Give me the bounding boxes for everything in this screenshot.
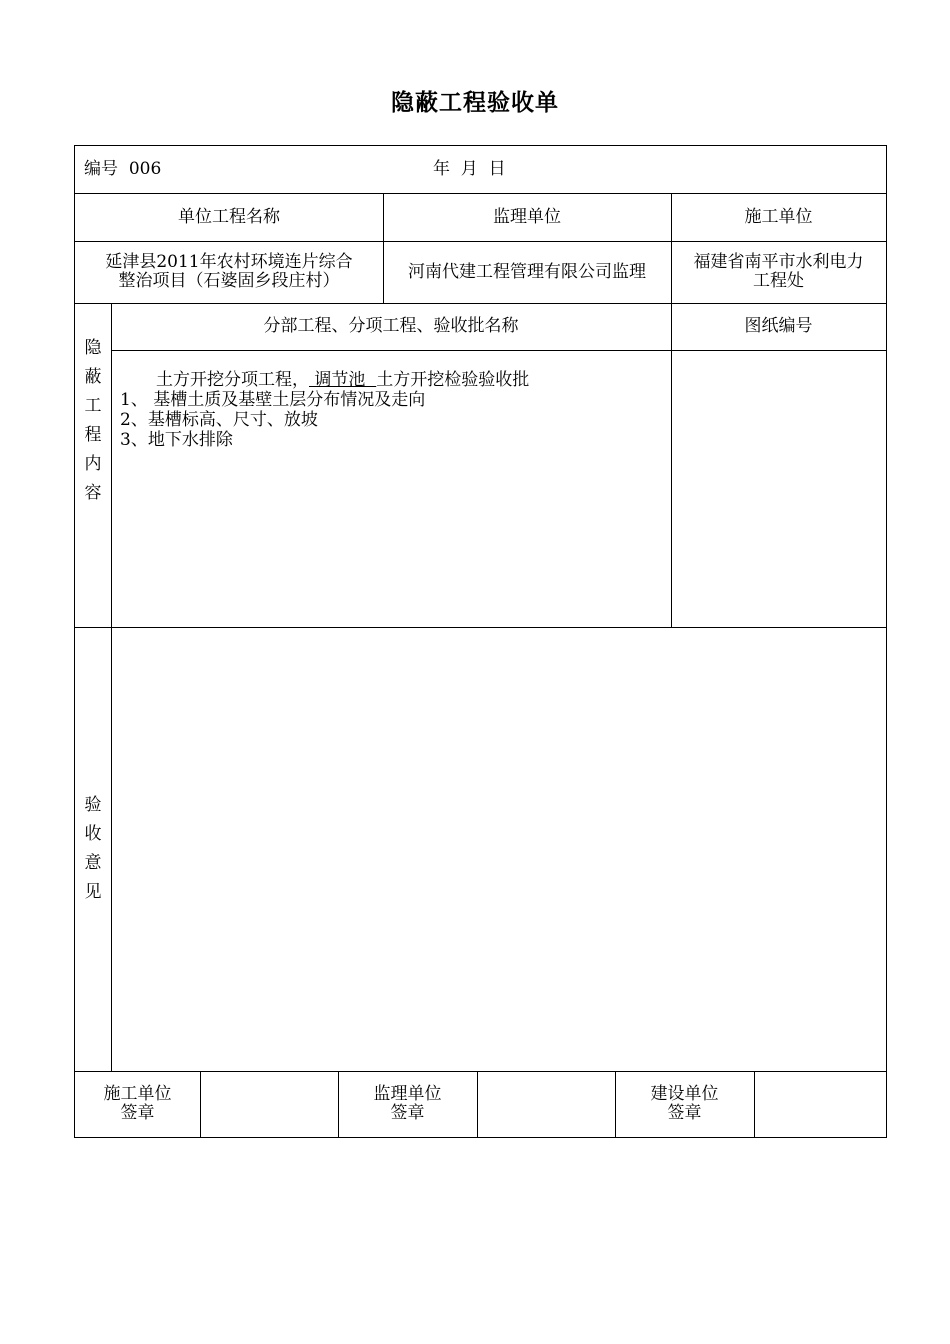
unit-project-line1: 延津县2011年农村环境连片综合 bbox=[105, 252, 353, 272]
constructor-line1: 福建省南平市水利电力 bbox=[693, 252, 864, 272]
signature-label-line1: 施工单位 bbox=[103, 1084, 172, 1104]
hidden-content-side bbox=[75, 303, 111, 627]
signature-label-line2: 签章 bbox=[120, 1103, 155, 1123]
acceptance-side bbox=[75, 627, 111, 1071]
content-heading bbox=[120, 370, 529, 390]
unit-project-value bbox=[75, 241, 383, 303]
constructor-signature-label bbox=[75, 1071, 200, 1137]
content-item: 2、基槽标高、尺寸、放坡 bbox=[120, 410, 318, 430]
supervisor-value: 河南代建工程管理有限公司监理 bbox=[408, 261, 646, 282]
unit-project-line2: 整治项目（石婆固乡段庄村） bbox=[118, 271, 340, 291]
signature-label-line1: 建设单位 bbox=[650, 1084, 719, 1104]
unit-project-header: 单位工程名称 bbox=[178, 206, 280, 227]
supervisor-header: 监理单位 bbox=[493, 206, 561, 227]
divider bbox=[111, 350, 886, 351]
supervisor-signature-label bbox=[338, 1071, 477, 1137]
constructor-header: 施工单位 bbox=[744, 206, 813, 227]
owner-signature-label bbox=[615, 1071, 754, 1137]
signature-label-line2: 签章 bbox=[390, 1103, 425, 1123]
content-item: 1、 基槽土质及基壁土层分布情况及走向 bbox=[120, 390, 426, 410]
content-suffix: 土方开挖检验验收批 bbox=[376, 370, 530, 390]
structure-name: 调节池 bbox=[309, 370, 377, 390]
supervisor-signature-field[interactable] bbox=[477, 1071, 615, 1137]
number-value: 006 bbox=[128, 159, 162, 179]
hidden-content-text bbox=[120, 370, 529, 450]
drawing-number-header: 图纸编号 bbox=[744, 316, 813, 336]
date-field: 年 月 日 bbox=[433, 159, 506, 179]
signature-label-line2: 签章 bbox=[667, 1103, 702, 1123]
content-prefix: 土方开挖分项工程， bbox=[156, 370, 309, 390]
constructor-signature-field[interactable] bbox=[200, 1071, 338, 1137]
subproject-header: 分部工程、分项工程、验收批名称 bbox=[263, 316, 519, 336]
page-title: 隐蔽工程验收单 bbox=[391, 90, 559, 116]
owner-signature-field[interactable] bbox=[754, 1071, 886, 1137]
constructor-line2: 工程处 bbox=[753, 271, 804, 291]
acceptance-form bbox=[74, 145, 887, 1138]
acceptance-opinion-area[interactable] bbox=[111, 627, 886, 1071]
hidden-content-label: 隐蔽工程内容 bbox=[84, 338, 102, 503]
constructor-value bbox=[671, 241, 886, 303]
content-item: 3、地下水排除 bbox=[120, 430, 233, 450]
number-label: 编号 bbox=[84, 159, 118, 179]
acceptance-label: 验收意见 bbox=[84, 795, 102, 902]
number-field bbox=[84, 146, 384, 193]
signature-label-line1: 监理单位 bbox=[373, 1084, 442, 1104]
